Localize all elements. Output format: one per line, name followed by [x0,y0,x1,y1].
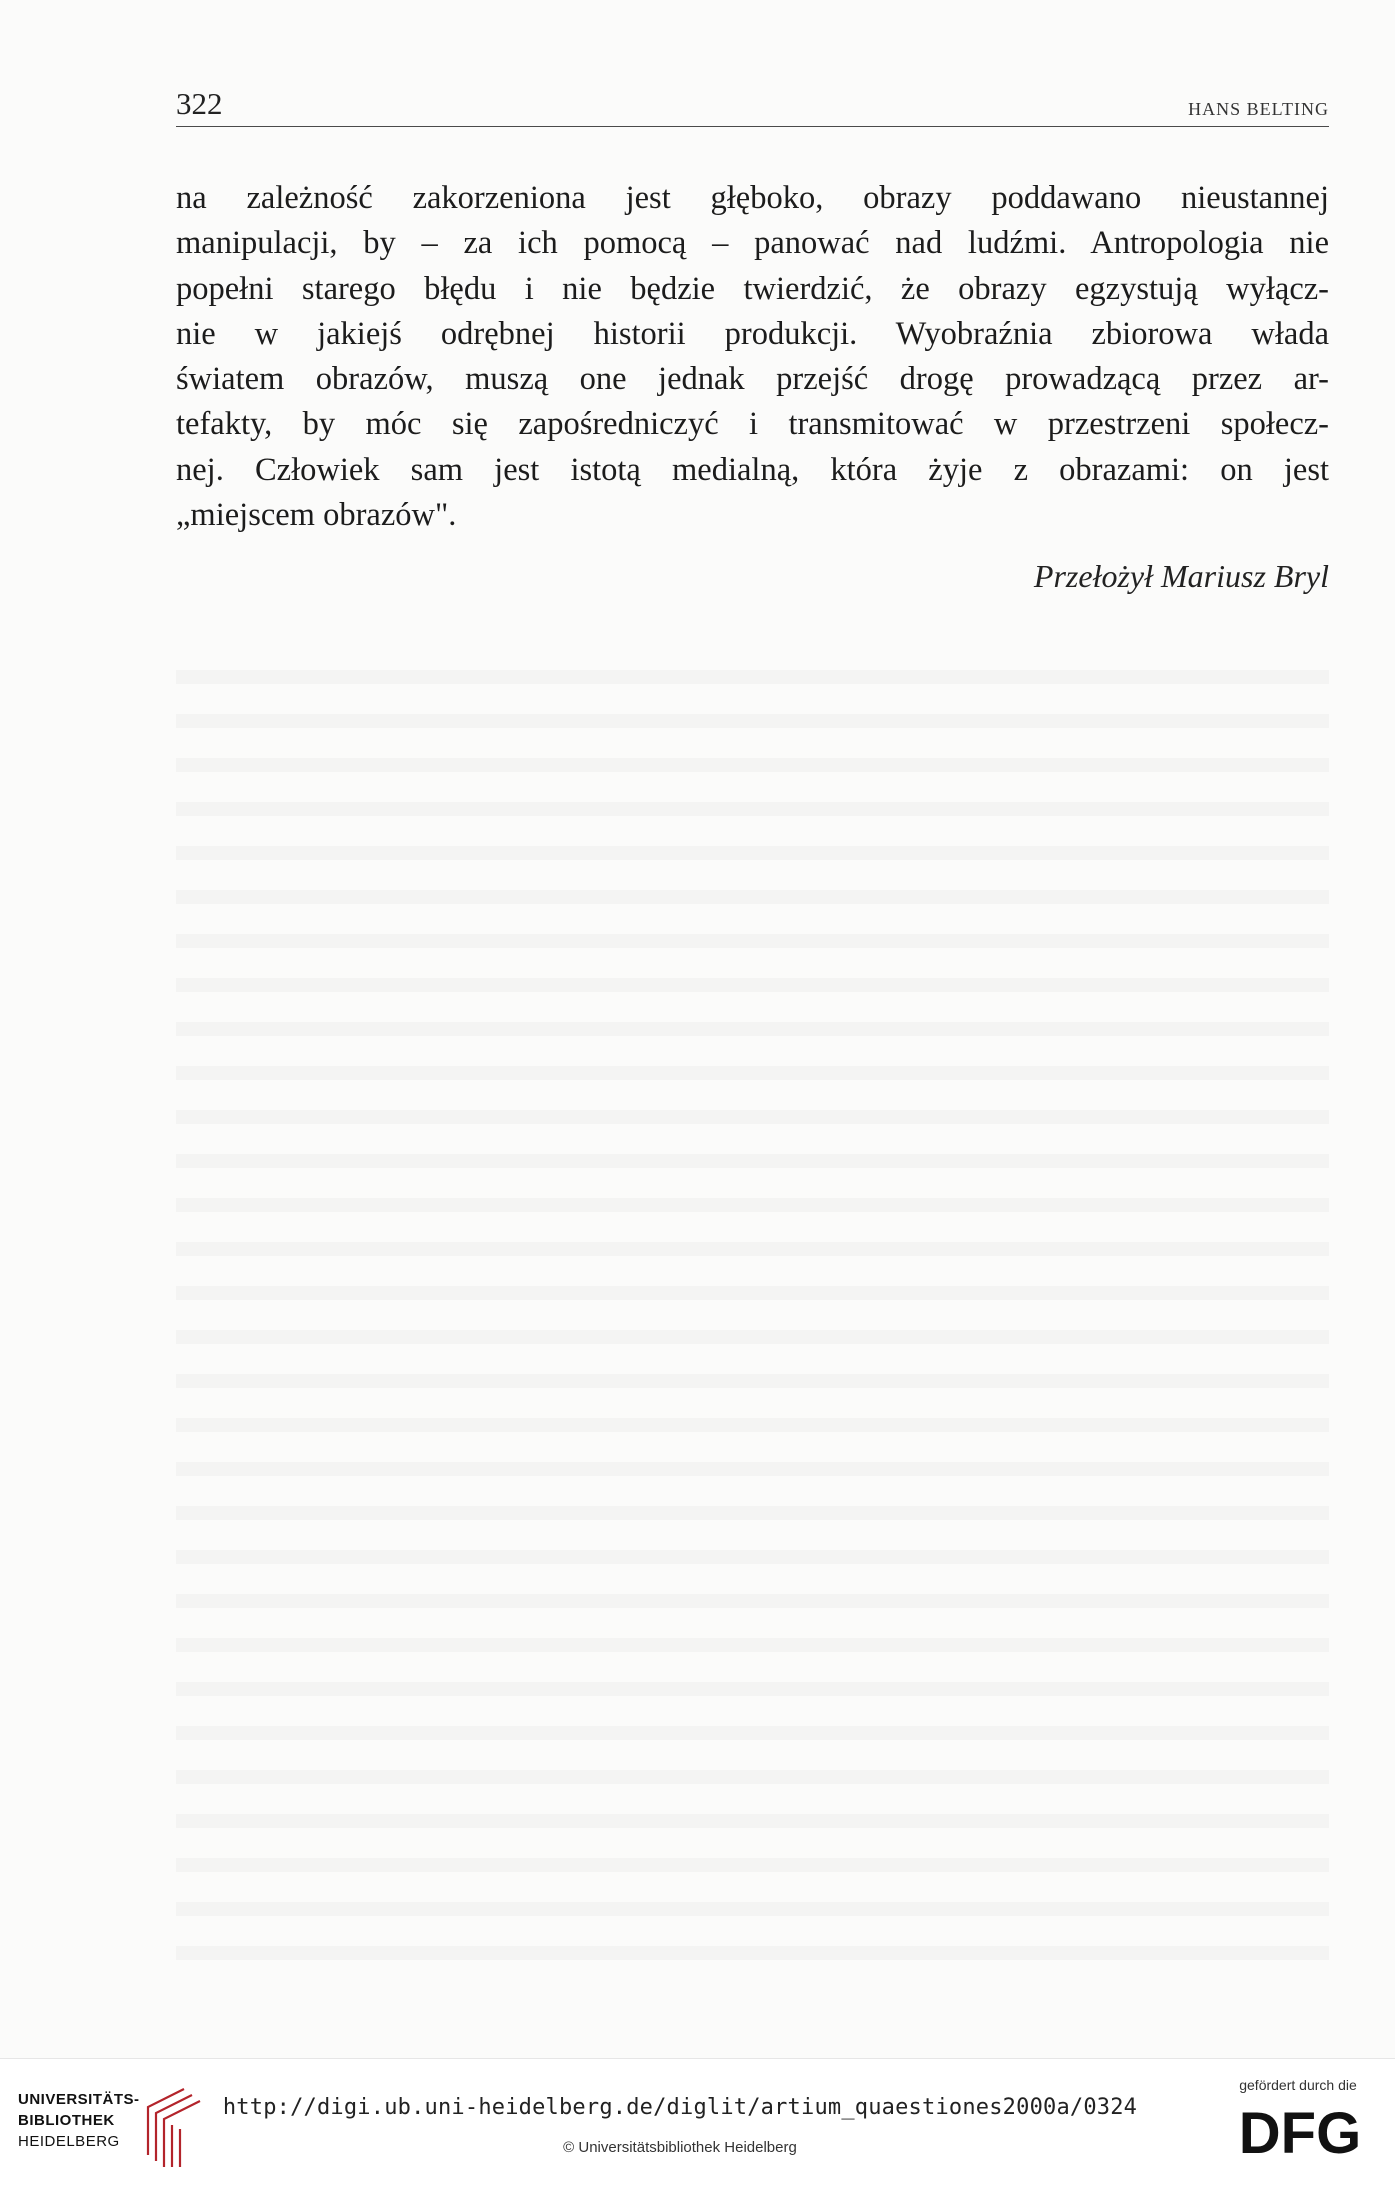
footer-bar [0,2058,1395,2186]
library-name-line2: BIBLIOTHEK [18,2112,115,2129]
page-number: 322 [176,86,223,121]
running-head: HANS BELTING [1188,99,1329,119]
text-line: manipulacji, by – za ich pomocą – panować nad ludźmi. Antropologia nie [176,225,1329,262]
permalink-url[interactable]: http://digi.ub.uni-heidelberg.de/diglit/artium_quaestiones2000a/0324 [222,2095,1138,2120]
page-header [176,86,1329,127]
translator-credit: Przełożył Mariusz Bryl [1033,558,1329,594]
funding-label: gefördert durch die [1239,2077,1357,2093]
text-line: światem obrazów, muszą one jednak przejść drogę prowadzącą przez ar- [176,361,1329,398]
body-text [176,176,1329,538]
dfg-logo-text: DFG [1238,2101,1362,2166]
library-name-line1: UNIVERSITÄTS- [18,2091,140,2108]
text-line: nie w jakiejś odrębnej historii produkcji. Wyobraźnia zbiorowa włada [176,315,1329,352]
text-line: popełni starego błędu i nie będzie twierdzić, że obrazy egzystują wyłącz- [176,270,1329,307]
show-through-background [176,640,1329,1970]
text-line: na zależność zakorzeniona jest głęboko, obrazy poddawano nieustannej [176,180,1329,216]
copyright-notice: © Universitätsbibliothek Heidelberg [563,2139,797,2156]
text-line: nej. Człowiek sam jest istotą medialną, która żyje z obrazami: on jest [176,451,1329,488]
library-name-line3: HEIDELBERG [18,2133,120,2150]
text-line: tefakty, by móc się zapośredniczyć i transmitować w przestrzeni społecz- [176,406,1329,443]
library-logo[interactable] [18,2081,198,2171]
dfg-funding-block[interactable] [1223,2077,1373,2177]
dfg-logo-icon [1235,2099,1365,2167]
text-line: „miejscem obrazów". [176,497,457,534]
